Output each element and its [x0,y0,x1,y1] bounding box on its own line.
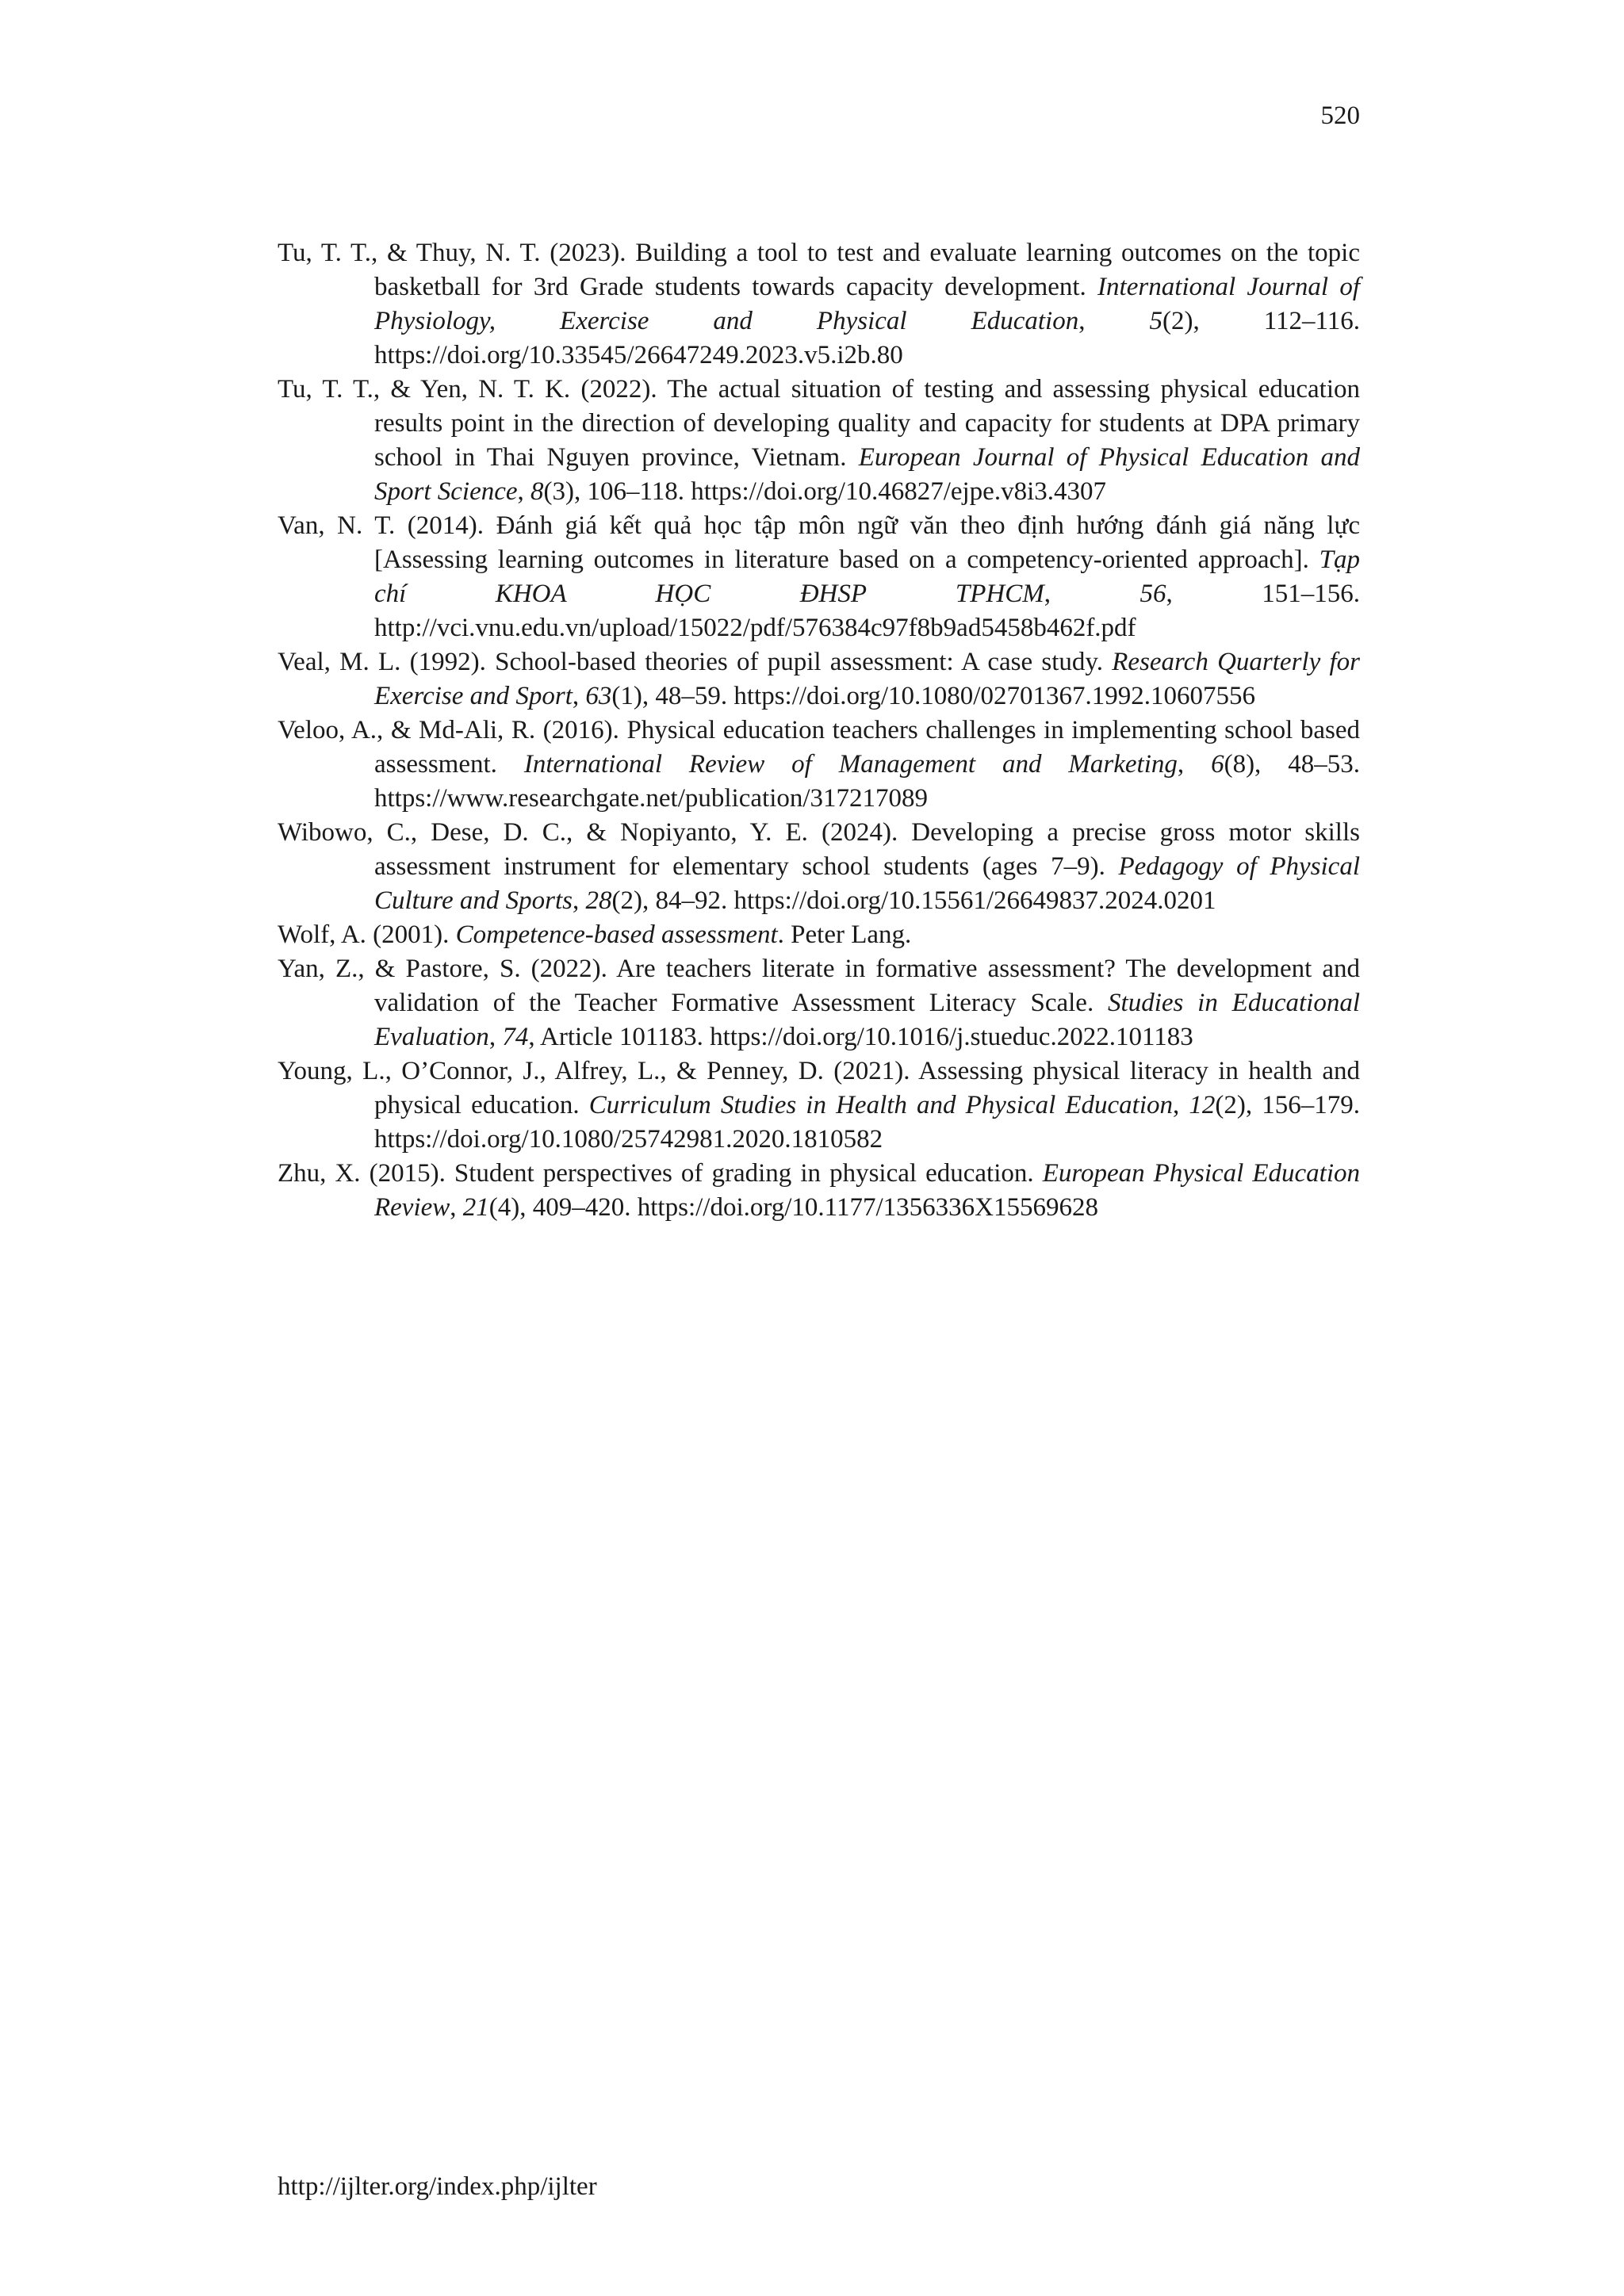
reference-entry [278,952,1360,1054]
reference-text: Yan, Z., & Pastore, S. (2022). Are teachers literate in formative assessment? The development and validation of the Teacher Formative Assessment Literacy Scale. [278,955,1360,1017]
reference-text: Zhu, X. (2015). Student perspectives of grading in physical education. [278,1159,1043,1188]
reference-italic-text: Research Quarterly for Exercise and Sport [374,648,1361,710]
reference-text: , [517,477,531,506]
reference-text: , [1078,307,1150,335]
reference-italic-text: 12 [1189,1091,1216,1119]
reference-italic-text: Tạp chí KHOA HỌC ĐHSP TPHCM [374,545,1360,608]
reference-text: Wibowo, C., Dese, D. C., & Nopiyanto, Y. E. (2024). Developing a precise gross motor skills assessment instrument for elementary school students (ages 7–9). [278,818,1360,881]
reference-text: Tu, T. T., & Thuy, N. T. (2023). Building a tool to test and evaluate learning outcomes on the topic basketball for 3rd Grade students towards capacity development. [278,239,1360,301]
reference-entry [278,918,1360,952]
reference-italic-text: Competence-based assessment [455,920,778,949]
reference-text: Young, L., O’Connor, J., Alfrey, L., & Penney, D. (2021). Assessing physical literacy in health and physical education. [278,1057,1360,1119]
reference-italic-text: 21 [462,1193,489,1222]
reference-text: Veal, M. L. (1992). School-based theories of pupil assessment: A case study. [278,648,1113,676]
reference-text: Veloo, A., & Md-Ali, R. (2016). Physical education teachers challenges in implementing school based assessment. [278,716,1360,779]
reference-entry [278,509,1360,645]
reference-text: , [572,886,586,915]
reference-text: (2), 112–116. https://doi.org/10.33545/26647249.2023.v5.i2b.80 [374,307,1360,369]
reference-text: , [1044,580,1140,608]
reference-italic-text: International Review of Management and Marketing [523,750,1178,779]
footer-url[interactable]: http://ijlter.org/index.php/ijlter [278,2172,597,2201]
reference-italic-text: European Journal of Physical Education and Sport Science [374,443,1360,506]
reference-italic-text: 63 [585,682,612,710]
reference-italic-text: 74 [502,1023,529,1051]
reference-entry [278,236,1360,373]
reference-italic-text: Pedagogy of Physical Culture and Sports [374,852,1360,915]
reference-text: (4), 409–420. https://doi.org/10.1177/1356336X15569628 [488,1193,1098,1222]
page-number: 520 [1320,101,1360,130]
reference-italic-text: 8 [530,477,544,506]
reference-text: , [450,1193,463,1222]
reference-text: (3), 106–118. https://doi.org/10.46827/ejpe.v8i3.4307 [543,477,1106,506]
reference-entry [278,714,1360,816]
reference-text: Wolf, A. (2001). [278,920,456,949]
reference-text: (8), 48–53. https://www.researchgate.net/publication/317217089 [374,750,1360,813]
reference-italic-text: 28 [585,886,612,915]
reference-text: (2), 156–179. https://doi.org/10.1080/25742981.2020.1810582 [374,1091,1361,1154]
reference-entry [278,645,1360,714]
reference-italic-text: 5 [1149,307,1162,335]
reference-text: Van, N. T. (2014). Đánh giá kết quả học tập môn ngữ văn theo định hướng đánh giá năng lực [Assessing learning outcomes in literature based on a competency-oriented approach]. [278,511,1360,574]
reference-entry [278,1054,1360,1157]
reference-italic-text: 6 [1211,750,1224,779]
reference-text: . Peter Lang. [777,920,912,949]
reference-entry [278,373,1360,509]
reference-entry [278,1157,1360,1225]
reference-text: , 151–156. http://vci.vnu.edu.vn/upload/15022/pdf/576384c97f8b9ad5458b462f.pdf [374,580,1361,642]
reference-text: , [572,682,586,710]
reference-text: , [1173,1091,1189,1119]
reference-text: (2), 84–92. https://doi.org/10.15561/26649837.2024.0201 [611,886,1216,915]
reference-italic-text: Curriculum Studies in Health and Physical Education [588,1091,1174,1119]
reference-text: , Article 101183. https://doi.org/10.1016/j.stueduc.2022.101183 [528,1023,1193,1051]
reference-text: (1), 48–59. https://doi.org/10.1080/02701367.1992.10607556 [611,682,1255,710]
reference-italic-text: International Journal of Physiology, Exercise and Physical Education [374,273,1361,335]
reference-text: , [488,1023,503,1051]
reference-italic-text: Studies in Educational Evaluation [374,989,1360,1051]
reference-list [278,236,1360,1225]
reference-text: , [1177,750,1212,779]
reference-italic-text: European Physical Education Review [374,1159,1360,1222]
reference-italic-text: 56 [1139,580,1166,608]
reference-entry [278,816,1360,918]
reference-text: Tu, T. T., & Yen, N. T. K. (2022). The actual situation of testing and assessing physical education results point in the direction of developing quality and capacity for students at DPA primary school in Thai Nguyen province, Vietnam. [278,375,1360,472]
